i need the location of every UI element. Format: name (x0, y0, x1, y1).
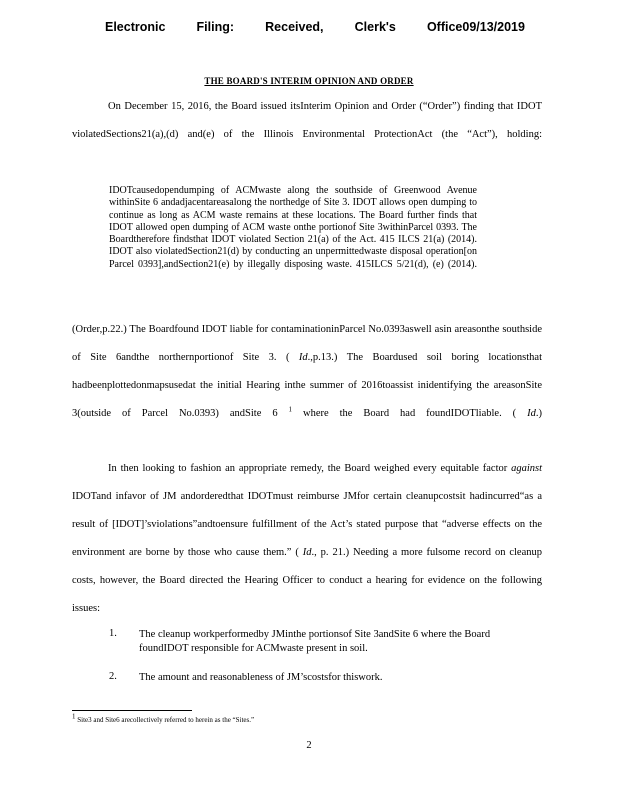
citation: Id (527, 408, 536, 419)
issue-item (109, 671, 529, 687)
paragraph-3-text: In then looking to fashion an appropriate remedy, the Board weighed every equitable factor (108, 463, 508, 474)
stamp-word: Received, (265, 20, 324, 34)
footnote-number: 1 (72, 712, 76, 721)
stamp-word: Electronic (105, 20, 166, 34)
block-quote-text: IDOTcausedopendumping of ACMwaste along the southside of Greenwood Avenue withinSite 6 andadjacentareasalong the northedge of Site 3. IDOT allows open dumping to continue as long as ACM waste remains at these locations. The Board further finds that IDOT allowed open dumping of ACM waste onthe portionof Site 3withinParcel 0393. The Boardtherefore findsthat IDOT violated Section 21(a) of the Act. 415 ILCS 21(a) (2014). IDOT also violatedSection21(d) by conducting an unpermittedwaste disposal operation[on Parcel 0393],andSection21(e) by illegally disposing waste. 415ILCS 5/21(d), (e) (2014). (109, 185, 477, 270)
stamp-word: Clerk's (354, 20, 396, 34)
issue-item (109, 628, 529, 658)
issue-text: The amount and reasonableness of JM’scostsfor thiswork. (139, 672, 383, 683)
paragraph-2-text: (Order,p.22.) The Boardfound IDOT liable for contaminationinParcel No.0393aswell asin areasonthe southside of Site 6andthe northernportionof Site 3. ( (72, 324, 542, 363)
footnote-divider (72, 710, 192, 711)
paragraph-1-text: On December 15, 2016, the Board issued itsInterim Opinion and Order (“Order”) finding that IDOT violatedSections21(a),(d) and(e) of the Illinois Environmental ProtectionAct (the “Act”), holding: (72, 101, 542, 140)
issue-number: 2. (109, 671, 117, 682)
paragraph-2-text: where the Board had foundIDOTliable. ( (303, 408, 517, 419)
paragraph-2-text: .,p.13.) The Boardused soil boring locationsthat hadbeenplottedonmapsusedat the initial Hearing inthe summer of 2016toassist inidentifying the areasonSite 3(outside of Parcel No.0393) andSite 6 (72, 352, 543, 419)
citation: Id (298, 352, 308, 363)
paragraph-3-text: IDOTand infavor of JM andorderedthat IDOTmust reimburse JMfor certain cleanupcostsit hadincurred“as a result of [IDOT]’sviolations”andtoensure fulfillment of the Act’s stated purpose that “adverse effects on the environment are borne by those who cause them.” ( (72, 491, 542, 558)
footnote-reference: 1 (288, 405, 293, 414)
footnote (72, 712, 372, 724)
paragraph-2-text: .) (535, 408, 542, 419)
block-quote (109, 185, 477, 271)
citation: Id (302, 547, 312, 558)
electronic-filing-stamp (105, 20, 525, 34)
citation: against (511, 463, 542, 474)
paragraph-1 (72, 93, 542, 149)
stamp-word: Filing: (196, 20, 235, 34)
issue-text: The cleanup workperformedby JMinthe portionsof Site 3andSite 6 where the Board foundIDOT responsible for ACMwaste present in soil. (139, 629, 491, 654)
paragraph-2 (72, 316, 542, 428)
page-number: 2 (306, 740, 312, 751)
section-title-text: THE BOARD'S INTERIM OPINION AND ORDER (204, 76, 414, 86)
footnote-text: Site3 and Site6 arecollectively referred to herein as the “Sites.” (77, 716, 255, 724)
issue-number: 1. (109, 628, 117, 639)
stamp-date: Office09/13/2019 (426, 20, 525, 34)
section-title (0, 76, 618, 86)
paragraph-3-text: ., p. 21.) Needing a more fulsome record on cleanup costs, however, the Board directed the Hearing Officer to conduct a hearing for evidence on the following issues: (72, 547, 543, 614)
paragraph-3 (72, 455, 542, 623)
